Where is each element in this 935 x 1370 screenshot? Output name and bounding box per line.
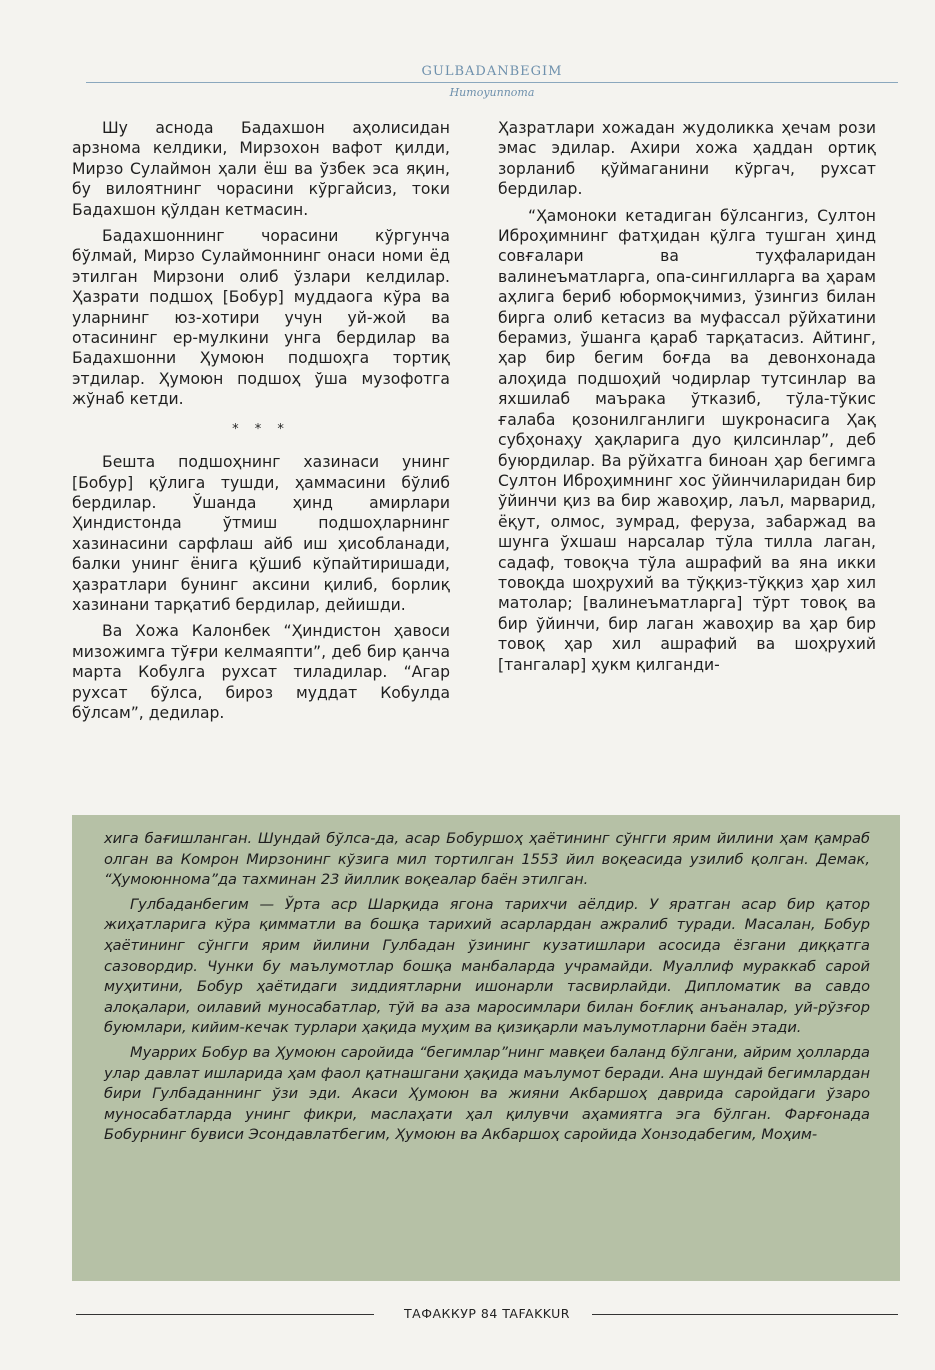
paragraph: Муаррих Бобур ва Ҳумоюн саройида “бегимлар”нинг мавқеи баланд бўлгани, айрим ҳолларда улар давлат ишларида ҳам фаол қатнашгани ҳақида маълумот беради. Ана шундай бегимлардан бири Гулбаданнинг ўзи эди. Акаси Ҳумоюн ва жияни Акбаршоҳ даврида саройдаги ўзаро муносабатларда унинг фикри, маслаҳати ҳал қилувчи аҳамиятга эга бўлган. Фарғонада Бобурнинг бувиси Эсондавлатбегим, Ҳумоюн ва Акбаршоҳ саройида Хонзодабегим, Моҳим-: [104, 1043, 870, 1144]
header-rule: [86, 82, 898, 83]
paragraph: “Ҳамоноки кетадиган бўлсангиз, Султон Иброҳимнинг фатҳидан қўлга тушган ҳинд совғалари ва туҳфаларидан валинеъматларга, опа-сингилларга ва ҳарам аҳлига бериб юбормоқчимиз, ўзингиз билан бирга олиб кетасиз ва муфассал рўйхатини берамиз, ўшанга қараб тарқатасиз. Айтинг, ҳар бир бегим боғда ва девонхонада алоҳида подшоҳий чодирлар тутсинлар ва яхшилаб маърака ўтказиб, тўла-тўкис ғалаба қозонилганлиги шукронасига Ҳақ субҳонаҳу ҳақларига дуо қилсинлар”, деб буюрдилар. Ва рўйхатга биноан ҳар бегимга Султон Иброҳимнинг хос ўйинчиларидан бир ўйинчи қиз ва бир жавоҳир, лаъл, марварид, ёқут, олмос, зумрад, феруза, забаржад ва шунга ўхшаш нарсалар тўла тилла лаган, садаф, товоқча тўла ашрафий ва яна икки товоқда шоҳрухий ва тўққиз-тўққиз ҳар хил матолар; [валинеъматларга] тўрт товоқ ва бир ўйинчи, бир лаган жавоҳир ва ҳар бир товоқ ҳар хил ашрафий ва шоҳрухий [тангалар] ҳукм қилганди-: [498, 206, 876, 674]
footer-text: ТАФАККУР 84 TAFAKKUR: [404, 1306, 570, 1321]
section-separator: * * *: [232, 421, 290, 437]
page-footer: [76, 1304, 898, 1324]
paragraph: Шу аснода Бадахшон аҳолисидан арзнома келдики, Мирзохон вафот қилди, Мирзо Сулаймон ҳали ёш ва ўзбек эса яқин, бу вилоятнинг чорасини кўргайсиз, токи Бадахшон қўлдан кетмасин.: [72, 119, 450, 219]
paragraph: хига бағишланган. Шундай бўлса-да, асар Бобуршоҳ ҳаётининг сўнгги ярим йилини ҳам қамраб олган ва Комрон Мирзонинг кўзига мил тортилган 1553 йил воқеасида узилиб қолган. Демак, “Ҳумоюннома”да тахминан 23 йиллик воқеалар баён этилган.: [104, 830, 870, 889]
commentary-box: [72, 815, 900, 1281]
paragraph: Ҳазратлари хожадан жудоликка ҳечам рози эмас эдилар. Ахири хожа ҳаддан ортиқ зорланиб қўймаганини кўргач, рухсат бердилар.: [498, 119, 876, 199]
paragraph: Бешта подшоҳнинг хазинаси унинг [Бобур] қўлига тушди, ҳаммасини бўлиб бердилар. Ўшанда ҳинд амирлари Ҳиндистонда ўтмиш подшоҳларнинг хазинасини сарфлаш айб иш ҳисобланади, балки унинг ёнига қўшиб кўпайтиришади, ҳазратлари бунинг аксини қилиб, борлиқ хазинани тарқатиб бердилар, дейишди.: [72, 453, 450, 614]
running-header: [86, 62, 898, 102]
left-column: [72, 118, 450, 729]
right-column: [498, 118, 876, 681]
footer-rule-right: [592, 1314, 898, 1315]
paragraph: Гулбаданбегим — Ўрта аср Шарқида ягона тарихчи аёлдир. У яратган асар бир қатор жиҳатларига кўра қимматли ва бошқа тарихий асарлардан ажралиб туради. Масалан, Бобур ҳаётининг сўнгги ярим йилини Гулбадан ўзининг кузатишлари асосида ёзгани диққатга сазовордир. Чунки бу маълумотлар бошқа манбаларда учрамайди. Муаллиф мураккаб сарой муҳитини, Бобур ҳаётидаги зиддиятларни ишонарли тасвирлайди. Дипломатик ва савдо алоқалари, оилавий муносабатлар, тўй ва аза маросимлари билан боғлиқ анъаналар, уй-рўзғор буюмлари, кийим-кечак турлари ҳақида муҳим ва қизиқарли маълумотларни баён этади.: [104, 895, 870, 1037]
paragraph: Ва Хожа Калонбек “Ҳиндистон ҳавоси мизожимга тўғри келмаяпти”, деб бир қанча марта Кобулга рухсат тиладилар. “Агар рухсат бўлса, бироз муддат Кобулда бўлсам”, дедилар.: [72, 622, 450, 722]
header-subtitle: Humoyunnoma: [449, 86, 535, 99]
header-title: GULBADANBEGIM: [421, 64, 563, 79]
paragraph: Бадахшоннинг чорасини кўргунча бўлмай, Мирзо Сулаймоннинг онаси номи ёд этилган Мирзони олиб ўзлари келдилар. Ҳазрати подшоҳ [Бобур] муддаога кўра ва уларнинг юз-хотири учун уй-жой ва отасининг ер-мулкини унга бердилар ва Бадахшонни Ҳумоюн подшоҳга тортиқ этдилар. Ҳумоюн подшоҳ ўша музофотга жўнаб кетди.: [72, 227, 450, 409]
